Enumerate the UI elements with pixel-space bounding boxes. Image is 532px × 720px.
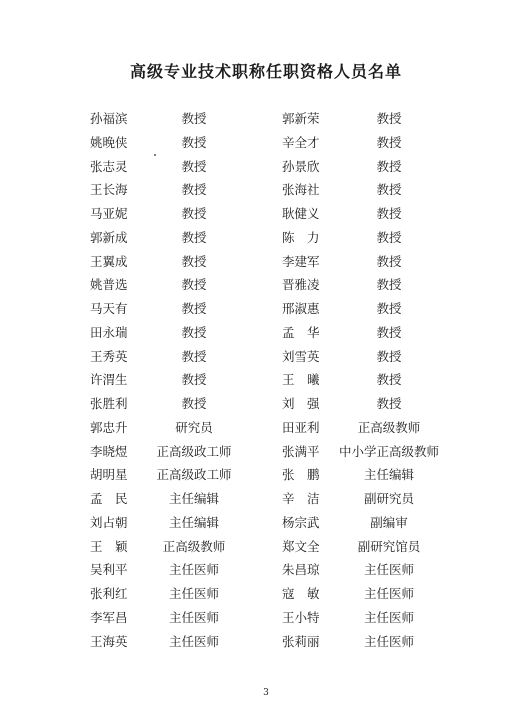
professional-title: 研究员 bbox=[175, 419, 213, 435]
professional-title: 教授 bbox=[181, 372, 207, 388]
professional-title: 教授 bbox=[181, 348, 207, 364]
professional-title: 教授 bbox=[376, 277, 402, 293]
professional-title: 教授 bbox=[376, 372, 402, 388]
roster-row bbox=[0, 178, 532, 202]
person-name: 孙福滨 bbox=[90, 111, 128, 126]
person-name: 王 曦 bbox=[282, 372, 320, 388]
roster-row bbox=[0, 606, 532, 630]
roster-row bbox=[0, 535, 532, 559]
professional-title: 教授 bbox=[376, 206, 402, 221]
professional-title: 教授 bbox=[181, 229, 207, 245]
roster-row bbox=[0, 202, 532, 226]
professional-title: 教授 bbox=[181, 134, 207, 150]
roster-row bbox=[0, 345, 532, 369]
roster-row bbox=[0, 511, 532, 535]
person-name: 辛 洁 bbox=[282, 491, 320, 506]
professional-title: 教授 bbox=[376, 134, 402, 150]
roster-row bbox=[0, 630, 532, 654]
professional-title: 主任医师 bbox=[168, 609, 220, 625]
person-name: 孟 民 bbox=[90, 491, 128, 506]
professional-title: 教授 bbox=[181, 253, 207, 269]
professional-title: 教授 bbox=[181, 396, 207, 411]
roster-row bbox=[0, 463, 532, 487]
person-name: 郑文全 bbox=[282, 538, 320, 554]
person-name: 晋雅凌 bbox=[282, 277, 320, 293]
professional-title: 教授 bbox=[181, 277, 207, 293]
professional-title: 教授 bbox=[376, 229, 402, 245]
person-name: 杨宗武 bbox=[282, 514, 320, 530]
professional-title: 教授 bbox=[181, 206, 207, 221]
person-name: 马亚妮 bbox=[90, 206, 128, 221]
roster-row bbox=[0, 440, 532, 464]
roster-row bbox=[0, 582, 532, 606]
person-name: 孙景欣 bbox=[282, 158, 320, 174]
roster-row bbox=[0, 107, 532, 131]
person-name: 郭新成 bbox=[90, 229, 128, 245]
person-name: 刘占朝 bbox=[90, 514, 128, 530]
professional-title: 副研究员 bbox=[363, 491, 415, 506]
roster-row bbox=[0, 250, 532, 274]
roster-row bbox=[0, 416, 532, 440]
person-name: 刘 强 bbox=[282, 396, 320, 411]
professional-title: 正高级政工师 bbox=[156, 443, 232, 459]
professional-title: 教授 bbox=[376, 111, 402, 126]
professional-title: 教授 bbox=[376, 253, 402, 269]
professional-title: 教授 bbox=[376, 182, 402, 198]
professional-title: 主任医师 bbox=[363, 562, 415, 578]
document-title: 高级专业技术职称任职资格人员名单 bbox=[129, 62, 402, 81]
roster-row bbox=[0, 131, 532, 155]
person-name: 胡明星 bbox=[90, 467, 128, 483]
person-name: 张利红 bbox=[90, 586, 128, 601]
page-number: 3 bbox=[263, 688, 269, 698]
professional-title: 教授 bbox=[181, 182, 207, 198]
professional-title: 教授 bbox=[181, 158, 207, 174]
roster-row bbox=[0, 297, 532, 321]
person-name: 王海英 bbox=[90, 633, 128, 649]
person-name: 张 鹏 bbox=[282, 467, 320, 483]
professional-title: 副编审 bbox=[370, 514, 408, 530]
person-name: 许渭生 bbox=[90, 372, 128, 388]
person-name: 田永瑞 bbox=[90, 324, 128, 340]
person-name: 吴利平 bbox=[90, 562, 128, 578]
person-name: 郭新荣 bbox=[282, 111, 320, 126]
person-name: 王长海 bbox=[90, 182, 128, 198]
professional-title: 主任医师 bbox=[168, 562, 220, 578]
person-name: 姚晚侠 bbox=[90, 134, 128, 150]
person-name: 朱昌琼 bbox=[282, 562, 320, 578]
person-name: 刘雪英 bbox=[282, 348, 320, 364]
professional-title: 主任编辑 bbox=[168, 491, 220, 506]
professional-title: 正高级教师 bbox=[162, 538, 226, 554]
professional-title: 主任医师 bbox=[363, 633, 415, 649]
person-name: 王小特 bbox=[282, 609, 320, 625]
person-name: 张海社 bbox=[282, 182, 320, 198]
person-name: 张莉丽 bbox=[282, 633, 320, 649]
professional-title: 正高级政工师 bbox=[156, 467, 232, 483]
person-name: 王秀英 bbox=[90, 348, 128, 364]
professional-title: 教授 bbox=[376, 158, 402, 174]
person-name: 李军昌 bbox=[90, 609, 128, 625]
professional-title: 主任编辑 bbox=[168, 514, 220, 530]
roster-row bbox=[0, 487, 532, 511]
person-name: 辛全才 bbox=[282, 134, 320, 150]
professional-title: 主任医师 bbox=[168, 586, 220, 601]
person-name: 郭忠升 bbox=[90, 419, 128, 435]
professional-title: 副研究馆员 bbox=[357, 538, 421, 554]
person-name: 耿健义 bbox=[282, 206, 320, 221]
roster-row bbox=[0, 226, 532, 250]
roster-row bbox=[0, 392, 532, 416]
person-name: 张满平 bbox=[282, 443, 320, 459]
professional-title: 正高级教师 bbox=[357, 419, 421, 435]
professional-title: 教授 bbox=[376, 396, 402, 411]
person-name: 李晓煜 bbox=[90, 443, 128, 459]
professional-title: 教授 bbox=[376, 324, 402, 340]
person-name: 李建军 bbox=[282, 253, 320, 269]
person-name: 姚普选 bbox=[90, 277, 128, 293]
professional-title: 主任编辑 bbox=[363, 467, 415, 483]
person-name: 孟 华 bbox=[282, 324, 320, 340]
roster-row bbox=[0, 321, 532, 345]
professional-title: 主任医师 bbox=[363, 609, 415, 625]
person-name: 张胜利 bbox=[90, 396, 128, 411]
person-name: 陈 力 bbox=[282, 229, 320, 245]
roster-row bbox=[0, 558, 532, 582]
roster-row bbox=[0, 155, 532, 179]
person-name: 王 颖 bbox=[90, 538, 128, 554]
personnel-roster bbox=[0, 107, 532, 653]
professional-title: 教授 bbox=[181, 301, 207, 316]
professional-title: 中小学正高级教师 bbox=[338, 443, 440, 459]
person-name: 邢淑惠 bbox=[282, 301, 320, 316]
person-name: 寇 敏 bbox=[282, 586, 320, 601]
person-name: 马天有 bbox=[90, 301, 128, 316]
roster-row bbox=[0, 273, 532, 297]
person-name: 张志灵 bbox=[90, 158, 128, 174]
professional-title: 教授 bbox=[376, 301, 402, 316]
person-name: 王翼成 bbox=[90, 253, 128, 269]
professional-title: 主任医师 bbox=[168, 633, 220, 649]
professional-title: 教授 bbox=[376, 348, 402, 364]
roster-row bbox=[0, 368, 532, 392]
professional-title: 教授 bbox=[181, 111, 207, 126]
professional-title: 教授 bbox=[181, 324, 207, 340]
professional-title: 主任医师 bbox=[363, 586, 415, 601]
person-name: 田亚利 bbox=[282, 419, 320, 435]
